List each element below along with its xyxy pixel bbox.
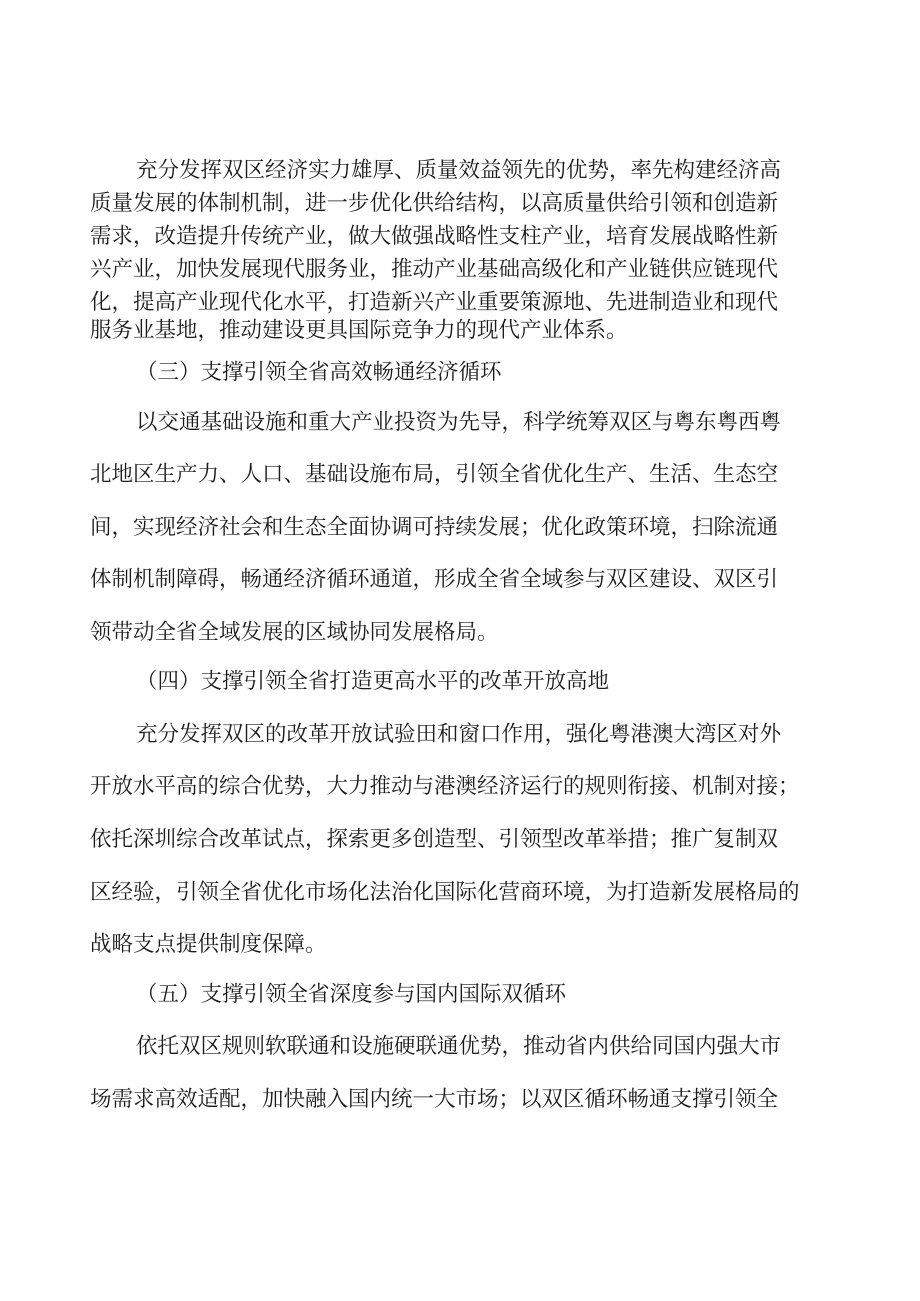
paragraph-line: 领带动全省全域发展的区域协同发展格局。: [90, 620, 499, 645]
section-heading-3: （三）支撑引领全省高效畅通经济循环: [136, 360, 502, 385]
paragraph-line: 开放水平高的综合优势，大力推动与港澳经济运行的规则衔接、机制对接；: [90, 774, 800, 799]
paragraph-line: 需求，改造提升传统产业，做大做强战略性支柱产业，培育发展战略性新: [90, 224, 779, 249]
paragraph-line: 质量发展的体制机制，进一步优化供给结构，以高质量供给引领和创造新: [90, 191, 779, 216]
paragraph-line: 北地区生产力、人口、基础设施布局，引领全省优化生产、生活、生态空: [90, 462, 779, 487]
section-heading-4: （四）支撑引领全省打造更高水平的改革开放高地: [136, 669, 610, 694]
paragraph-line: 场需求高效适配，加快融入国内统一大市场；以双区循环畅通支撑引领全: [90, 1087, 779, 1112]
section-heading-5: （五）支撑引领全省深度参与国内国际双循环: [136, 982, 567, 1007]
paragraph-line: 间，实现经济社会和生态全面协调可持续发展；优化政策环境，扫除流通: [90, 515, 779, 540]
paragraph-line: 充分发挥双区的改革开放试验田和窗口作用，强化粤港澳大湾区对外: [136, 722, 782, 747]
paragraph-line: 以交通基础设施和重大产业投资为先导，科学统筹双区与粤东粤西粤: [136, 410, 782, 435]
paragraph-line: 依托双区规则软联通和设施硬联通优势，推动省内供给同国内强大市: [136, 1034, 782, 1059]
paragraph-line: 兴产业，加快发展现代服务业，推动产业基础高级化和产业链供应链现代: [90, 257, 779, 282]
paragraph-line: 区经验，引领全省优化市场化法治化国际化营商环境，为打造新发展格局的: [90, 880, 800, 905]
paragraph-line: 战略支点提供制度保障。: [90, 932, 327, 957]
paragraph-line: 充分发挥双区经济实力雄厚、质量效益领先的优势，率先构建经济高: [136, 158, 782, 183]
paragraph-line: 依托深圳综合改革试点，探索更多创造型、引领型改革举措；推广复制双: [90, 827, 779, 852]
paragraph-line: 化，提高产业现代化水平，打造新兴产业重要策源地、先进制造业和现代: [90, 290, 779, 315]
paragraph-line: 服务业基地，推动建设更具国际竞争力的现代产业体系。: [90, 318, 628, 343]
paragraph-line: 体制机制障碍，畅通经济循环通道，形成全省全域参与双区建设、双区引: [90, 567, 779, 592]
